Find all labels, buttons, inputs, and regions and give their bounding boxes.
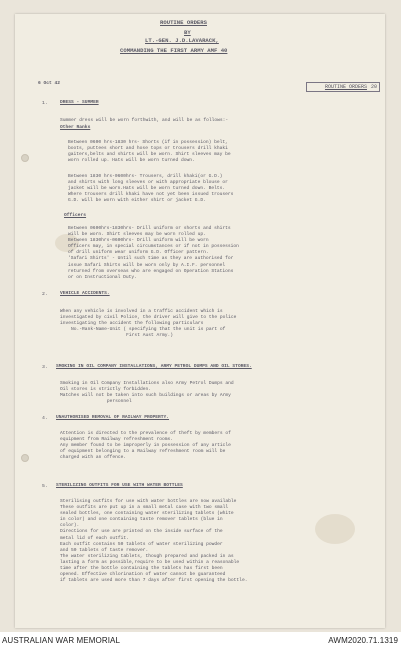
section-text: Summer dress will be worn forthwith, and will be as follows:- [60, 118, 229, 123]
section-text: Between 0600hrs-1830hrs- Drill uniform or shorts and shirts will be worn. Shirt sleeves may be worn rolled up. Between 1830hrs-0600hrs- Drill uniform will be worn Officers may, in special circumstances or if not in possession of drill uniform wear uniform G.D. Officer pattern. 'Safari Shirts' - Until such time as they are authorised for issue Safari Shirts will be worn only by A.I.F. personnel returned from overseas who are engaged on Operation Stations or on Instructional Duty. [68, 226, 239, 280]
section-number: 4. [42, 416, 48, 421]
paper-stain [315, 514, 355, 544]
section-title: VEHICLE ACCIDENTS. [60, 291, 110, 296]
section-number: 1. [42, 101, 48, 106]
heading-by: BY [184, 29, 191, 36]
section-text: Smoking in Oil Company Installations also Army Petrol Dumps and Oil stores is strictly forbidden. Matches will not be taken into such buildings or areas by Army personnel [60, 381, 234, 405]
routine-orders-label: ROUTINE ORDERS [324, 84, 367, 90]
section-text: When any vehicle is involved in a traffic accident which is investigated by civil Police, the driver will give to the police investigating the accident the following particulars No.-Rank-Name-Unit ( specifying that the unit is part of First Aust Army.) [60, 309, 237, 339]
sub-heading: Officers [64, 213, 87, 218]
heading-command-title: COMMANDING THE FIRST ARMY AMF 40 [120, 47, 228, 54]
section-text: Sterilising outfits for use with water bottles are now available These outfits are put up in a small metal case with two small sealed bottles, one containing water sterilizing tablets (white in color) and one containing taste remover tablets (blue in color). Directions for use are printed on the inside surface of the metal lid of each outfit. Each outfit contains 50 tablets of water sterilizing powder and 50 tablets of taste remover. The water sterilizing tablets, though prepared and packed in as lasting a form as possible,require to be used within a reasonable time after the bottle containing the tablets has first been opened. Effective chlorination of water cannot be guaranteed if tablets are used more than 7 days after first opening the bottle. [60, 499, 248, 584]
document-date: 6 Oct 42 [38, 81, 61, 86]
section-title: STERILIZING OUTFITS FOR USE WITH WATER BOTTLES [56, 483, 183, 488]
heading-commander: LT.-GEN. J.D.LAVARACK, [145, 37, 219, 44]
section-text: Between 0600 hrs-1830 hrs- Shorts (if in possession) belt, boots, puttees short and hose tops or trousers drill khaki gaiters,belts and shirts will be worn. Shirt sleeves may be worn rolled up. Hats will be worn turned down. [68, 140, 231, 164]
section-title: DRESS - SUMMER [60, 100, 99, 105]
routine-orders-box [306, 82, 380, 92]
section-text: Attention is directed to the prevalence of theft by members of equipment from Railway refreshment rooms. Any member found to be improperly in possession of any article of equipment belonging to a Railway refreshment room will be charged with an offence. [60, 431, 231, 461]
section-title: UNAUTHORISED REMOVAL OF RAILWAY PROPERTY. [56, 415, 170, 420]
sub-heading: Other Ranks [60, 125, 91, 130]
punch-hole [21, 154, 29, 162]
section-text: Between 1830 hrs-0600hrs- Trousers, drill khaki(or G.D.) and shirts with long sleeves or with appropriate blouse or jacket will be worn.Hats will be worn turned down. Belts. Where trousers drill khaki have not yet been issued trousers G.D. will be worn with either shirt or jacket G.D. [68, 174, 234, 204]
section-number: 2. [42, 292, 48, 297]
section-number: 3. [42, 365, 48, 370]
footer-accession-number: AWM2020.71.1319 [328, 636, 398, 645]
heading-routine-orders: ROUTINE ORDERS [160, 19, 207, 26]
punch-hole [21, 454, 29, 462]
section-number: 5. [42, 484, 48, 489]
footer-credit: AUSTRALIAN WAR MEMORIAL [2, 636, 121, 645]
page-number: 20 [370, 84, 377, 90]
section-title: SMOKING IN OIL COMPANY INSTALLATIONS, ARMY PETROL DUMPS AND OIL STORES. [56, 364, 252, 369]
